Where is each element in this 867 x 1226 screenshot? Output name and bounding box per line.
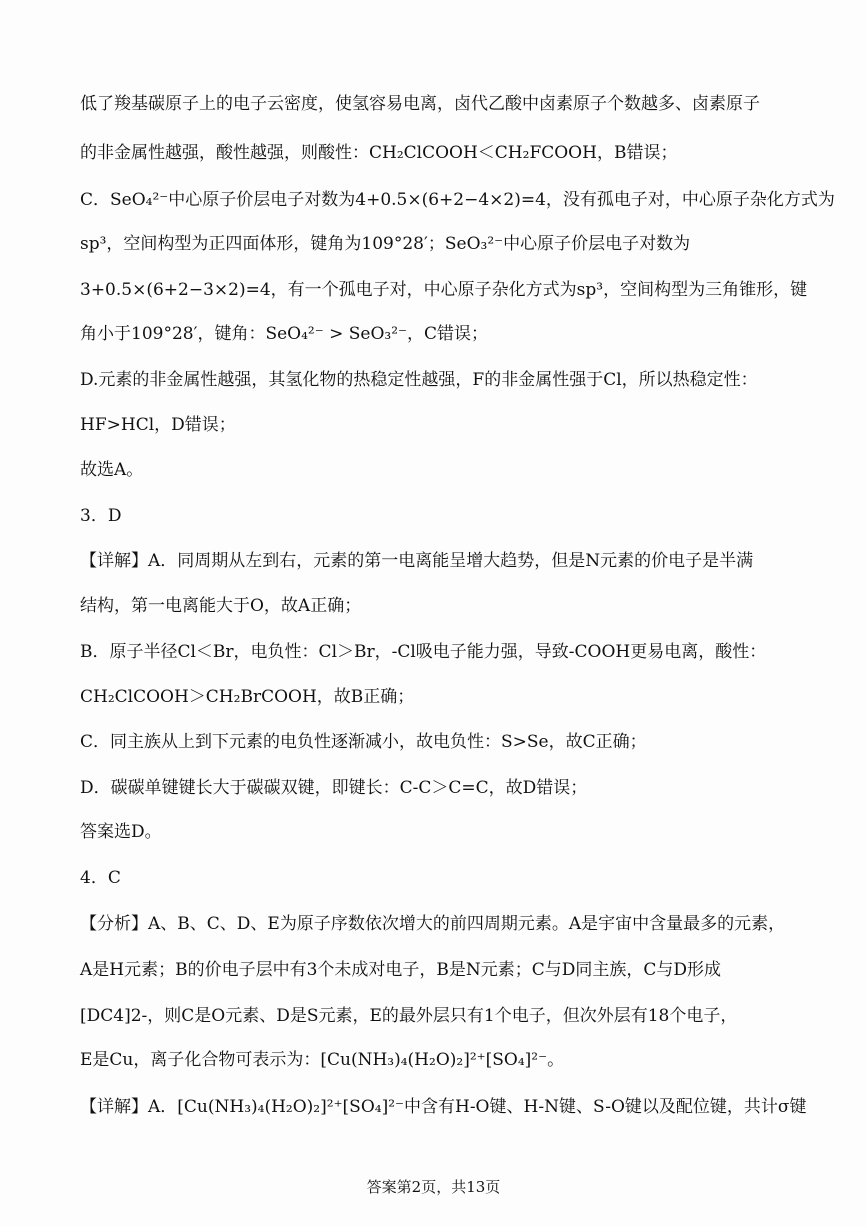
text-line-23: 【详解】A．[Cu(NH₃)₄(H₂O)₂]²⁺[SO₄]²⁻中含有H-O键、H-N键、S-O键以及配位键，共计σ键: [80, 1097, 807, 1117]
text-line-5: 3+0.5×(6+2−3×2)=4，有一个孤电子对，中心原子杂化方式为sp³，空间构型为三角锥形，键: [80, 280, 808, 300]
text-line-7: D.元素的非金属性越强，其氢化物的热稳定性越强，F的非金属性强于Cl，所以热稳定性：: [80, 370, 758, 390]
text-line-1: 低了羧基碳原子上的电子云密度，使氢容易电离，卤代乙酸中卤素原子个数越多、卤素原子: [80, 94, 760, 114]
text-line-22: E是Cu，离子化合物可表示为：[Cu(NH₃)₄(H₂O)₂]²⁺[SO₄]²⁻。: [80, 1050, 565, 1070]
text-line-3: C．SeO₄²⁻中心原子价层电子对数为4+0.5×(6+2−4×2)=4，没有孤电子对，中心原子杂化方式为: [80, 190, 835, 210]
text-line-8: HF>HCl，D错误；: [80, 415, 236, 435]
text-line-17: 答案选D。: [80, 822, 162, 842]
text-line-9: 故选A。: [80, 460, 144, 480]
text-line-16: D．碳碳单键键长大于碳碳双键，即键长：C-C＞C=C，故D错误；: [80, 778, 588, 798]
page-footer: 答案第2页，共13页: [366, 1178, 501, 1196]
text-line-12: 结构，第一电离能大于O，故A正确；: [80, 596, 362, 616]
text-line-21: [DC4]2-，则C是O元素、D是S元素，E的最外层只有1个电子，但次外层有18个电子，: [80, 1006, 738, 1026]
text-line-19: 【分析】A、B、C、D、E为原子序数依次增大的前四周期元素。A是宇宙中含量最多的元素，: [80, 914, 786, 934]
text-line-4: sp³，空间构型为正四面体形，键角为109°28′；SeO₃²⁻中心原子价层电子对数为: [80, 234, 691, 254]
text-line-15: C．同主族从上到下元素的电负性逐渐减小，故电负性：S>Se，故C正确；: [80, 732, 647, 752]
text-line-20: A是H元素；B的价电子层中有3个未成对电子，B是N元素；C与D同主族，C与D形成: [80, 960, 722, 980]
question-4-answer: 4．C: [80, 868, 121, 888]
text-line-11: 【详解】A．同周期从左到右，元素的第一电离能呈增大趋势，但是N元素的价电子是半满: [80, 551, 754, 571]
text-line-14: CH₂ClCOOH＞CH₂BrCOOH，故B正确；: [80, 687, 415, 707]
text-line-6: 角小于109°28′，键角：SeO₄²⁻ > SeO₃²⁻，C错误；: [80, 324, 488, 344]
text-line-13: B．原子半径Cl＜Br，电负性：Cl＞Br，-Cl吸电子能力强，导致-COOH更易电离，酸性：: [80, 642, 767, 662]
question-3-answer: 3．D: [80, 506, 122, 526]
text-line-2: 的非金属性越强，酸性越强，则酸性：CH₂ClCOOH＜CH₂FCOOH，B错误；: [80, 143, 678, 163]
